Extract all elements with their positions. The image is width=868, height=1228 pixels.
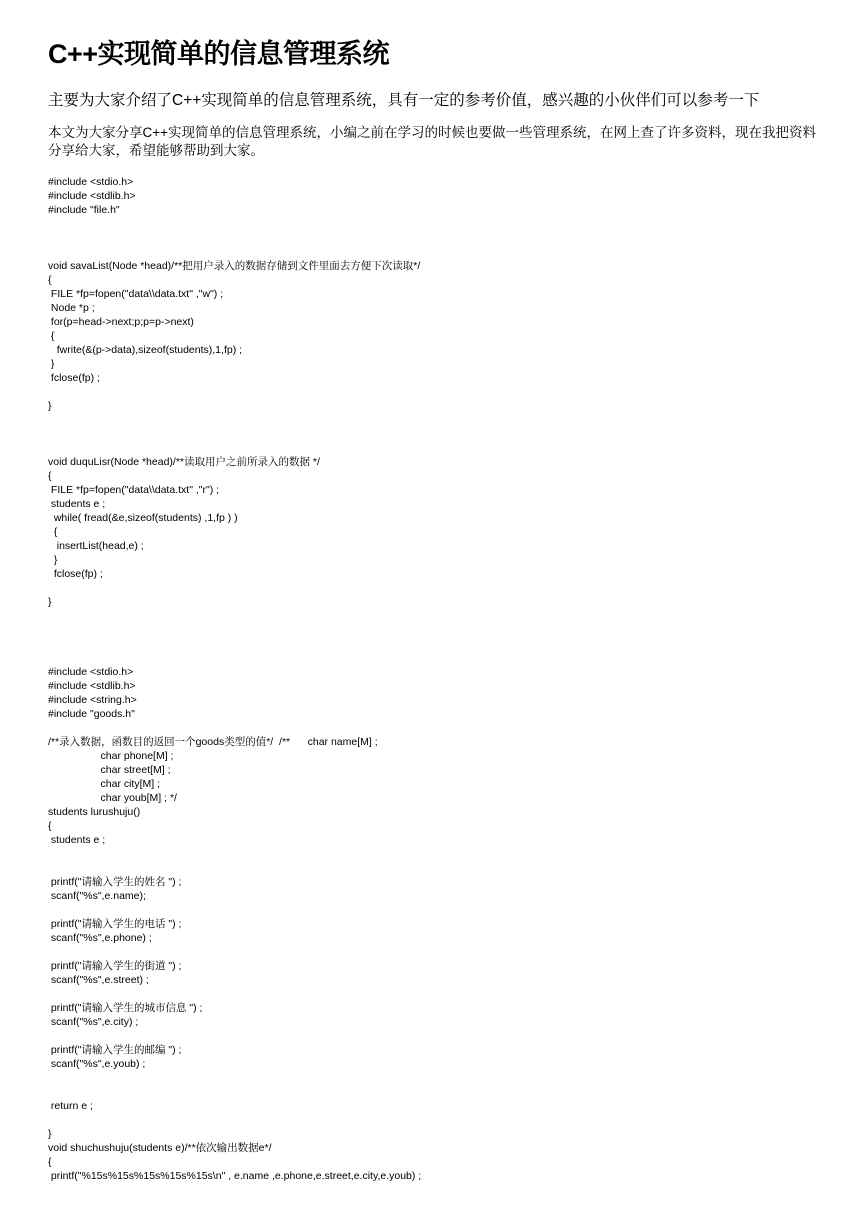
article-summary: 主要为大家介绍了C++实现简单的信息管理系统，具有一定的参考价值，感兴趣的小伙伴们可以参考一下	[48, 92, 760, 109]
code-block: #include <stdio.h> #include <stdlib.h> #include "file.h" void savaList(Node *head)/**把用户录入的数据存储到文件里面去方便下次读取*/ { FILE *fp=fopen("data\\data.txt" ,"w") ; Node *p ; for(p=head->next;p;p=p->next) { fwrite(&(p->data),sizeof(students),1,fp) ; } fclose(fp) ; } void duquLisr(Node *head)/**读取用户之前所录入的数据 */ { FILE *fp=fopen("data\\data.txt" ,"r") ; students e ; while( fread(&e,sizeof(students) ,1,fp ) ) { insertList(head,e) ; } fclose(fp) ; } #include <stdio.h> #include <stdlib.h> #include <string.h> #include "goods.h" /**录入数据，函数目的返回一个goods类型的值*/ /** char name[M] ; char phone[M] ; char street[M] ; char city[M] ; char youb[M] ; */ students lurushuju() { students e ; printf("请输入学生的姓名 ") ; scanf("%s",e.name); printf("请输入学生的电话 ") ; scanf("%s",e.phone) ; printf("请输入学生的街道 ") ; scanf("%s",e.street) ; printf("请输入学生的城市信息 ") ; scanf("%s",e.city) ; printf("请输入学生的邮编 ") ; scanf("%s",e.youb) ; return e ; } void shuchushuju(students e)/**依次输出数据e*/ { printf("%15s%15s%15s%15s%15s\n" , e.name ,e.phone,e.street,e.city,e.youb) ;	[48, 176, 422, 1182]
article-title: C++实现简单的信息管理系统	[48, 39, 390, 69]
article-intro: 本文为大家分享C++实现简单的信息管理系统，小编之前在学习的时候也要做一些管理系统，在网上查了许多资料，现在我把资料分享给大家，希望能够帮助到大家。	[48, 125, 817, 158]
